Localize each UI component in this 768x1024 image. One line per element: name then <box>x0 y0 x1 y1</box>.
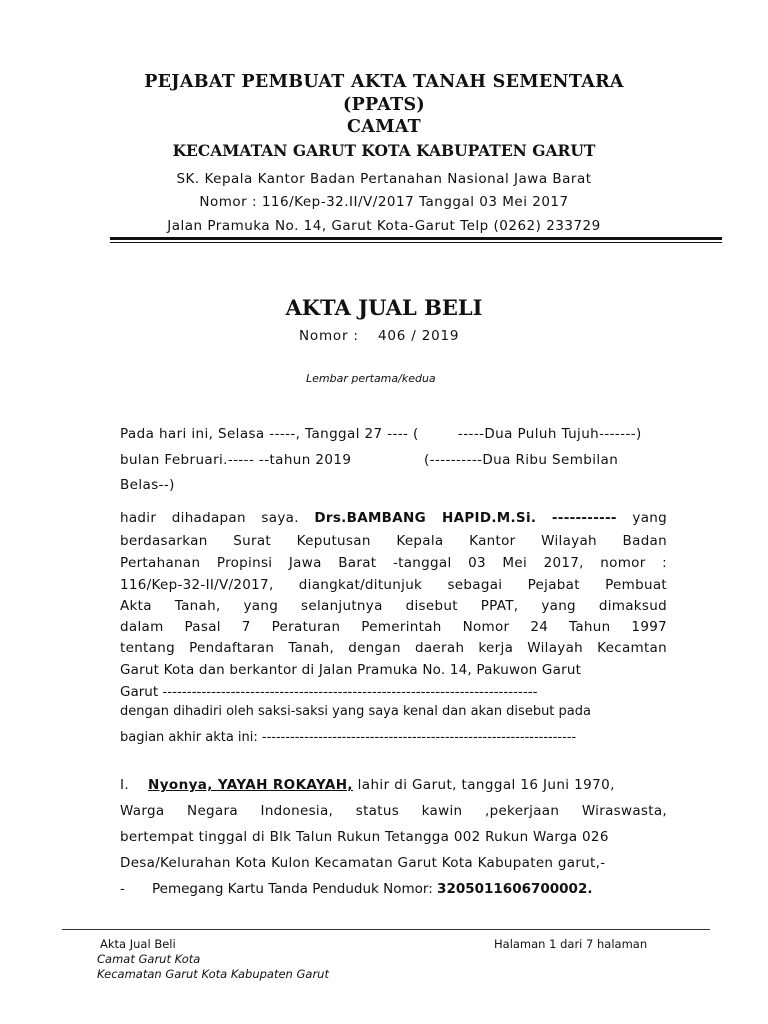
body-line-10: dengan dihadiri oleh saksi-saksi yang saya kenal dan akan disebut pada <box>120 704 591 719</box>
deed-number-label: Nomor : <box>299 328 359 344</box>
header-sk-number: Nomor : 116/Kep-32.II/V/2017 Tanggal 03 Mei 2017 <box>199 194 569 210</box>
notary-name: Drs.BAMBANG HAPID.M.Si. <box>314 510 537 526</box>
body-line-7: tentang Pendaftaran Tanah, dengan daerah kerja Wilayah Kecamtan <box>120 640 667 656</box>
ktp-label: Pemegang Kartu Tanda Penduduk Nomor: <box>152 881 433 897</box>
deed-number-value: 406 / 2019 <box>378 328 460 344</box>
opening-line-1a: Pada hari ini, Selasa -----, Tanggal 27 ---- ( <box>120 426 419 442</box>
footer-page-number: Halaman 1 dari 7 halaman <box>494 937 648 951</box>
document-title: AKTA JUAL BELI <box>285 295 483 320</box>
body-line-3: Pertahanan Propinsi Jawa Barat -tanggal 03 Mei 2017, nomor : <box>120 555 667 571</box>
footer-camat: Camat Garut Kota <box>97 952 201 966</box>
header-rule-thin <box>110 242 722 243</box>
body-line-1-post: yang <box>632 510 667 526</box>
footer-doc-title: Akta Jual Beli <box>100 937 176 951</box>
header-camat: CAMAT <box>346 117 422 137</box>
party-line-2: Warga Negara Indonesia, status kawin ,pekerjaan Wiraswasta, <box>120 803 667 819</box>
party-line-4: Desa/Kelurahan Kota Kulon Kecamatan Garut Kota Kabupaten garut,- <box>120 855 606 871</box>
body-line-5: Akta Tanah, yang selanjutnya disebut PPAT, yang dimaksud <box>120 598 667 614</box>
body-line-1 <box>120 510 667 526</box>
header-office-title: PEJABAT PEMBUAT AKTA TANAH SEMENTARA <box>144 72 624 92</box>
notary-dashes: ----------- <box>551 510 617 526</box>
body-line-11: bagian akhir akta ini: ------------------------------------------------------------------- <box>120 730 577 745</box>
body-line-2: berdasarkan Surat Keputusan Kepala Kantor Wilayah Badan <box>120 533 667 549</box>
header-address: Jalan Pramuka No. 14, Garut Kota-Garut Telp (0262) 233729 <box>167 218 601 234</box>
ktp-number: 3205011606700002. <box>437 881 593 897</box>
party-line-1 <box>148 777 615 793</box>
header-rule-thick <box>110 237 722 240</box>
body-line-8: Garut Kota dan berkantor di Jalan Pramuka No. 14, Pakuwon Garut <box>120 662 582 678</box>
body-line-9: Garut ----------------------------------------------------------------------------- <box>120 684 538 700</box>
footer-rule <box>62 929 710 930</box>
header-district: KECAMATAN GARUT KOTA KABUPATEN GARUT <box>172 141 596 160</box>
party-line-1-post: lahir di Garut, tanggal 16 Juni 1970, <box>357 777 615 793</box>
opening-line-3: Belas--) <box>120 477 175 493</box>
opening-line-1b: -----Dua Puluh Tujuh-------) <box>458 426 642 442</box>
opening-line-2b: (----------Dua Ribu Sembilan <box>424 452 619 468</box>
footer-district: Kecamatan Garut Kota Kabupaten Garut <box>97 967 329 981</box>
party-name: Nyonya, YAYAH ROKAYAH, <box>148 777 353 793</box>
header-sk: SK. Kepala Kantor Badan Pertanahan Nasional Jawa Barat <box>176 171 592 187</box>
header-office-abbrev: (PPATS) <box>343 95 425 115</box>
sheet-note: Lembar pertama/kedua <box>306 372 436 385</box>
body-line-6: dalam Pasal 7 Peraturan Pemerintah Nomor 24 Tahun 1997 <box>120 619 667 635</box>
opening-line-2a: bulan Februari.----- --tahun 2019 <box>120 452 352 468</box>
party-number: I. <box>120 777 130 793</box>
body-line-4: 116/Kep-32-II/V/2017, diangkat/ditunjuk sebagai Pejabat Pembuat <box>120 577 667 593</box>
party-line-3: bertempat tinggal di Blk Talun Rukun Tetangga 002 Rukun Warga 026 <box>120 829 609 845</box>
ktp-bullet: - <box>120 881 126 897</box>
ktp-line <box>152 881 592 897</box>
body-line-1-pre: hadir dihadapan saya. <box>120 510 299 526</box>
